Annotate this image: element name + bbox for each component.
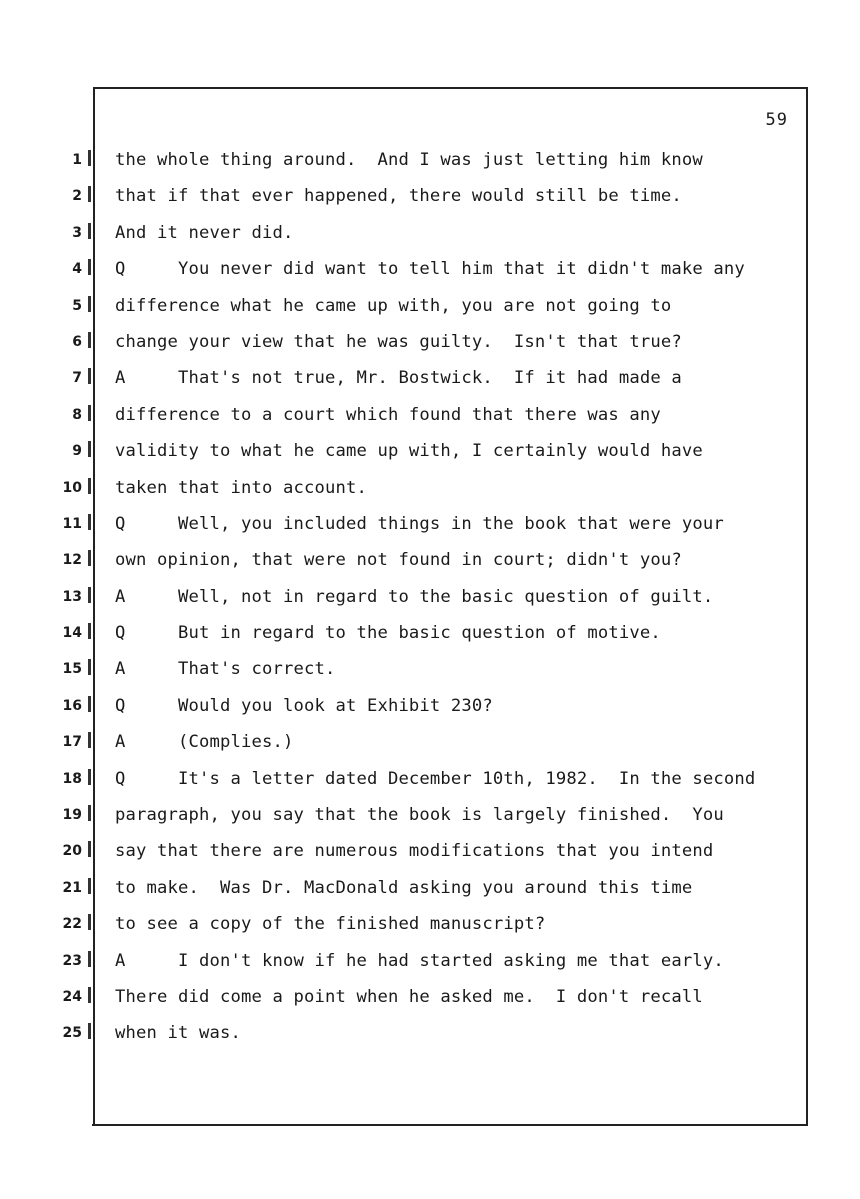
- margin-tick: [88, 259, 91, 275]
- line-number: 18: [62, 770, 82, 787]
- line-number: 23: [62, 952, 82, 969]
- line-number: 10: [62, 479, 82, 496]
- transcript-line: to make. Was Dr. MacDonald asking you around this time: [115, 877, 693, 898]
- transcript-line: A I don't know if he had started asking me that early.: [115, 950, 724, 971]
- margin-tick: [88, 659, 91, 675]
- margin-tick: [88, 623, 91, 639]
- transcript-line: that if that ever happened, there would still be time.: [115, 186, 682, 207]
- margin-tick: [88, 987, 91, 1003]
- line-number: 7: [72, 370, 82, 387]
- transcript-line: Q Well, you included things in the book that were your: [115, 513, 724, 534]
- line-number: 13: [62, 588, 82, 605]
- margin-tick: [88, 951, 91, 967]
- line-number: 4: [72, 261, 82, 278]
- line-number: 3: [72, 224, 82, 241]
- line-number: 16: [62, 697, 82, 714]
- transcript-line: difference what he came up with, you are not going to: [115, 295, 672, 316]
- transcript-line: paragraph, you say that the book is largely finished. You: [115, 805, 724, 826]
- transcript-line: Q But in regard to the basic question of motive.: [115, 623, 661, 644]
- margin-tick: [88, 332, 91, 348]
- transcript-line: difference to a court which found that there was any: [115, 404, 661, 425]
- margin-tick: [88, 296, 91, 312]
- line-number: 20: [62, 843, 82, 860]
- line-number: 22: [62, 916, 82, 933]
- transcript-line: the whole thing around. And I was just letting him know: [115, 150, 703, 170]
- transcript-line: Q Would you look at Exhibit 230?: [115, 695, 493, 716]
- transcript-line: A (Complies.): [115, 732, 294, 753]
- margin-tick: [88, 405, 91, 421]
- margin-tick: [88, 550, 91, 566]
- line-number: 12: [62, 552, 82, 569]
- margin-tick: [88, 732, 91, 748]
- margin-tick: [88, 514, 91, 530]
- margin-tick: [88, 441, 91, 457]
- margin-tick: [88, 841, 91, 857]
- transcript-line: say that there are numerous modifications that you intend: [115, 841, 714, 862]
- line-number: 19: [62, 807, 82, 824]
- transcript-line: change your view that he was guilty. Isn't that true?: [115, 331, 682, 352]
- margin-tick: [88, 696, 91, 712]
- transcript-line: to see a copy of the finished manuscript?: [115, 914, 546, 935]
- line-number: 17: [62, 734, 82, 751]
- line-number: 2: [72, 188, 82, 205]
- margin-tick-column: [88, 150, 91, 1060]
- line-number: 11: [62, 515, 82, 532]
- margin-tick: [88, 186, 91, 202]
- line-number-column: [48, 147, 82, 1057]
- margin-tick: [88, 368, 91, 384]
- page-border-bottom: [92, 1124, 808, 1126]
- transcript-line: Q You never did want to tell him that it didn't make any: [115, 259, 745, 280]
- margin-tick: [88, 223, 91, 239]
- margin-tick: [88, 478, 91, 494]
- line-number: 14: [62, 625, 82, 642]
- margin-tick: [88, 805, 91, 821]
- line-number: 24: [62, 988, 82, 1005]
- transcript-line: A That's correct.: [115, 659, 336, 680]
- line-number: 15: [62, 661, 82, 678]
- line-number: 25: [62, 1025, 82, 1042]
- transcript-line: taken that into account.: [115, 477, 367, 498]
- transcript-line: A That's not true, Mr. Bostwick. If it had made a: [115, 368, 682, 389]
- line-number: 5: [72, 297, 82, 314]
- transcript-line: Q It's a letter dated December 10th, 1982. In the second: [115, 768, 756, 789]
- transcript-line: And it never did.: [115, 222, 294, 243]
- margin-tick: [88, 587, 91, 603]
- line-number: 1: [72, 152, 82, 168]
- transcript-body: [115, 147, 805, 1057]
- line-number: 6: [72, 333, 82, 350]
- transcript-line: There did come a point when he asked me. I don't recall: [115, 986, 703, 1007]
- margin-tick: [88, 1023, 91, 1039]
- page-border-right: [806, 87, 808, 1126]
- line-number: 8: [72, 406, 82, 423]
- transcript-line: own opinion, that were not found in court; didn't you?: [115, 550, 682, 571]
- transcript-line: validity to what he came up with, I certainly would have: [115, 441, 703, 462]
- margin-tick: [88, 914, 91, 930]
- transcript-line: when it was.: [115, 1023, 241, 1044]
- line-number: 21: [62, 879, 82, 896]
- page-number: 59: [765, 110, 788, 130]
- page-border-left: [93, 87, 95, 1126]
- page-border-top: [94, 87, 806, 89]
- margin-tick: [88, 150, 91, 166]
- margin-tick: [88, 878, 91, 894]
- line-number: 9: [72, 443, 82, 460]
- transcript-line: A Well, not in regard to the basic question of guilt.: [115, 586, 714, 607]
- margin-tick: [88, 769, 91, 785]
